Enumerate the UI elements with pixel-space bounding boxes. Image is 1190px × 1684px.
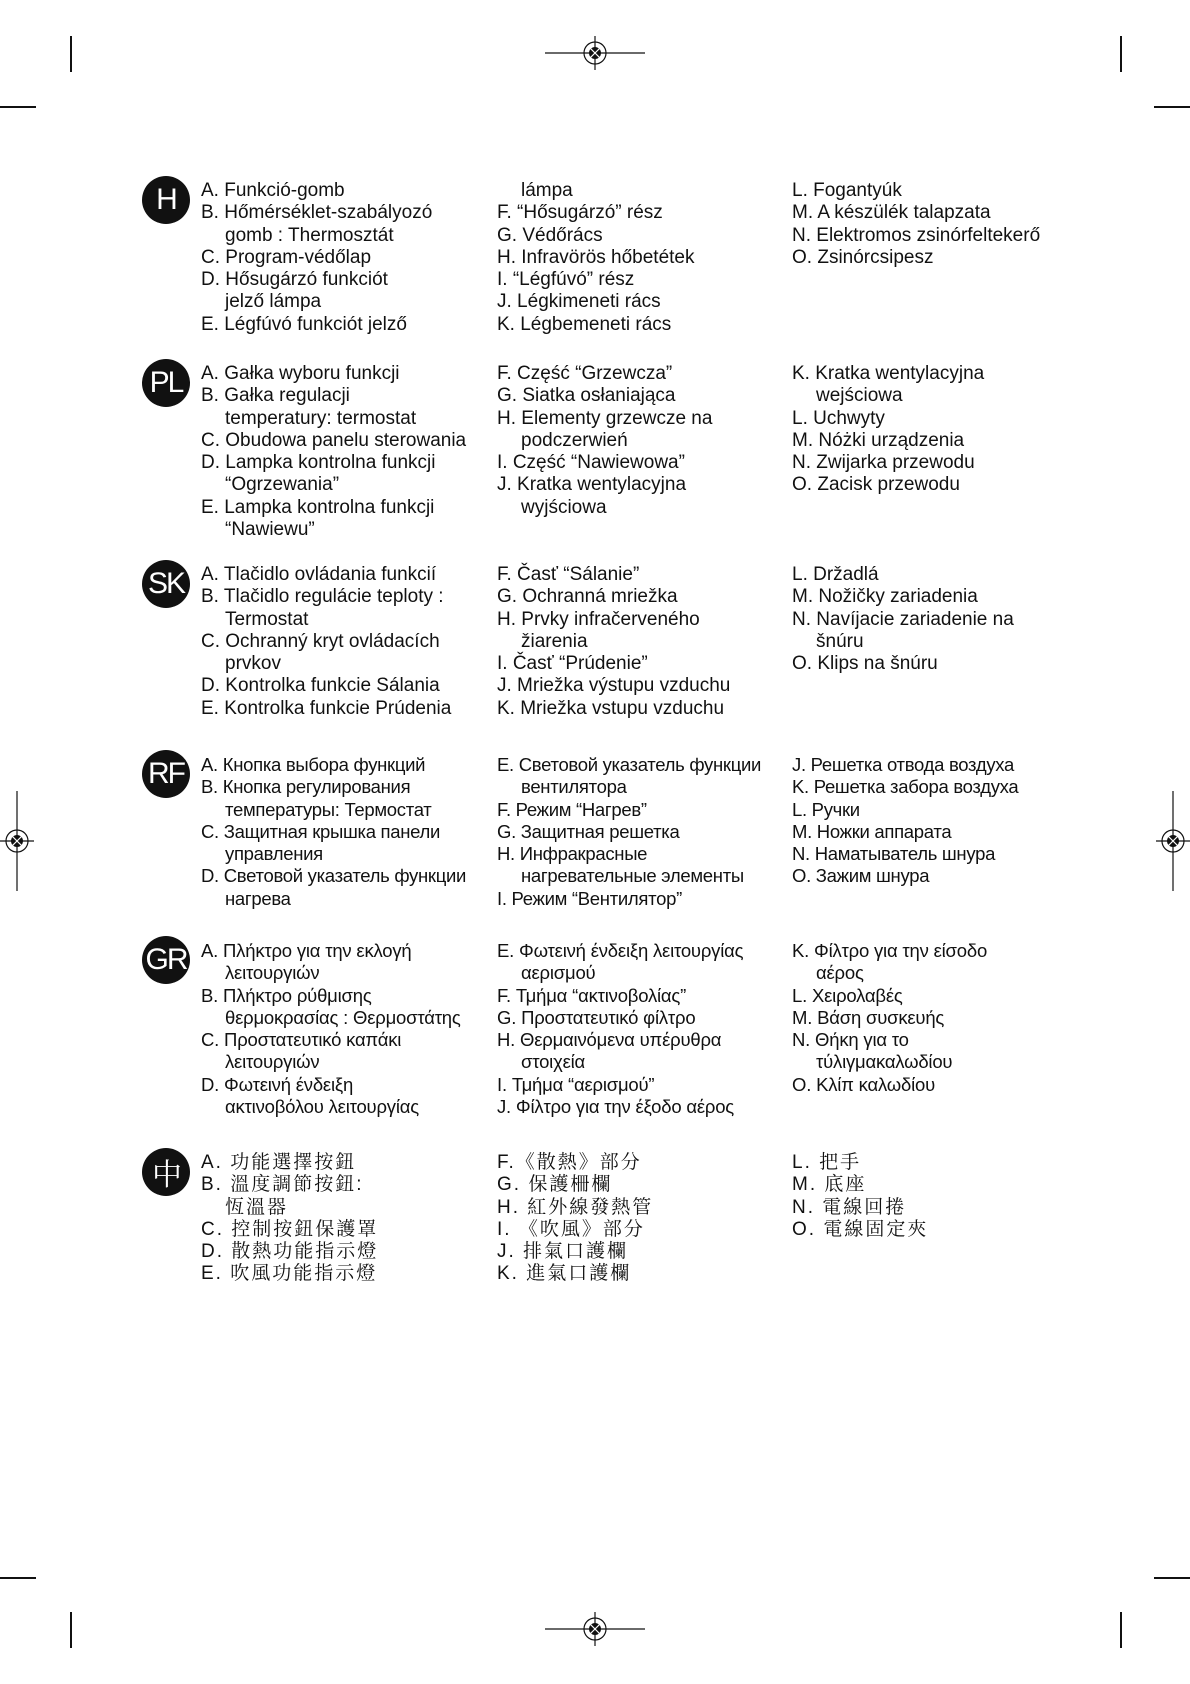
part-label: G. Siatka osłaniająca [497, 385, 676, 407]
part-label: H. Инфракрасные [497, 843, 648, 865]
part-item [792, 363, 1092, 408]
part-label: L. Držadlá [792, 564, 879, 585]
part-item [792, 776, 1092, 798]
part-item [792, 586, 1092, 608]
parts-column-3 [792, 564, 1092, 675]
part-item [792, 1074, 1092, 1096]
part-label: D. Lampka kontrolna funkcji [201, 452, 436, 474]
part-label: J. 排氣口護欄 [497, 1241, 629, 1263]
part-label: H. Θερμαινόμενα υπέρυθρα [497, 1029, 722, 1051]
part-label: K. Kratka wentylacyjna [792, 363, 985, 384]
part-item [792, 247, 1092, 269]
part-item [497, 314, 782, 336]
part-item [201, 985, 481, 1030]
part-item [201, 698, 481, 720]
part-item [201, 452, 481, 497]
parts-column-3 [792, 754, 1092, 888]
part-label: K. Légbemeneti rács [497, 313, 672, 335]
part-label: J. Φίλτρο για την έξοδο αέρος [497, 1096, 735, 1118]
part-label-continuation: wyjściowa [521, 496, 607, 518]
part-item [497, 1241, 782, 1263]
part-item [792, 225, 1092, 247]
parts-column-2 [497, 940, 782, 1118]
part-item [497, 888, 782, 910]
part-item [497, 452, 782, 474]
part-item [497, 291, 782, 313]
part-label: D. Φωτεινή ένδειξη [201, 1073, 354, 1095]
part-item [792, 1152, 1092, 1174]
parts-column-1 [201, 180, 481, 336]
crop-mark [1154, 1577, 1190, 1579]
part-label: E. Légfúvó funkciót jelző [201, 313, 407, 335]
part-item [201, 1074, 481, 1119]
part-item [792, 452, 1092, 474]
parts-column-2 [497, 180, 782, 336]
part-item [792, 1219, 1092, 1241]
part-item [792, 564, 1092, 586]
language-badge: 中 [142, 1148, 190, 1196]
part-label: A. 功能選擇按鈕 [201, 1152, 357, 1173]
part-label-continuation: wejściowa [816, 385, 903, 407]
part-label-continuation: управления [225, 843, 323, 865]
part-item [792, 408, 1092, 430]
part-label: I. Część “Nawiewowa” [497, 452, 685, 474]
registration-mark-left [0, 791, 34, 891]
part-item [792, 1197, 1092, 1219]
part-item [497, 754, 782, 799]
part-label: C. Защитная крышка панели [201, 820, 441, 842]
part-label-continuation: λειτουργιών [225, 1051, 320, 1073]
parts-column-3 [792, 180, 1092, 269]
part-item [497, 653, 782, 675]
part-label: N. 電線回捲 [792, 1196, 907, 1218]
part-label: N. Наматыватель шнура [792, 843, 996, 865]
part-label: L. Fogantyúk [792, 180, 902, 201]
part-item [497, 1152, 782, 1174]
part-label-continuation: αερισμού [521, 962, 596, 984]
part-label-continuation: ακτινοβόλου λειτουργίας [225, 1096, 419, 1118]
part-label: O. Zsinórcsipesz [792, 246, 934, 268]
part-label: K. 進氣口護欄 [497, 1263, 632, 1285]
part-item [201, 1029, 481, 1074]
part-label-continuation: prvkov [225, 653, 281, 675]
part-label-continuation: 恆溫器 [225, 1196, 289, 1218]
part-label: L. Ручки [792, 798, 860, 820]
crop-mark [70, 36, 72, 72]
part-item [201, 1263, 481, 1285]
part-label: N. Elektromos zsinórfeltekerő [792, 224, 1041, 246]
part-label: F. Część “Grzewcza” [497, 363, 673, 384]
part-item [497, 1263, 782, 1285]
part-label-continuation: λειτουργιών [225, 962, 320, 984]
part-label-continuation: jelző lámpa [225, 291, 322, 313]
language-badge: H [142, 176, 190, 224]
part-label: J. Решетка отвода воздуха [792, 754, 1014, 775]
part-label-continuation: нагрева [225, 887, 291, 909]
part-label: K. Решетка забора воздуха [792, 776, 1019, 798]
part-item [792, 202, 1092, 224]
part-label-continuation: τύλιγμακαλωδίου [816, 1051, 953, 1073]
part-label-continuation: “Ogrzewania” [225, 474, 340, 496]
part-label: M. Nožičky zariadenia [792, 586, 978, 608]
part-label: A. Tlačidlo ovládania funkcií [201, 564, 437, 585]
part-label: I. Τμήμα “αερισμού” [497, 1073, 655, 1095]
part-label: I. Časť “Prúdenie” [497, 653, 648, 675]
part-item [792, 430, 1092, 452]
part-label-continuation: температуры: Термостат [225, 798, 432, 820]
part-label: J. Légkimeneti rács [497, 291, 661, 313]
part-label: O. 電線固定夾 [792, 1218, 929, 1240]
parts-column-2 [497, 363, 782, 519]
part-label: M. A készülék talapzata [792, 202, 991, 224]
part-label: F. Časť “Sálanie” [497, 564, 640, 585]
parts-column-2 [497, 564, 782, 720]
crop-mark [1120, 36, 1122, 72]
part-label-continuation: podczerwień [521, 429, 628, 451]
part-label: A. Gałka wyboru funkcji [201, 363, 400, 384]
part-item [497, 180, 782, 202]
part-label: H. 紅外線發熱管 [497, 1196, 654, 1218]
part-item [497, 385, 782, 407]
parts-column-1 [201, 1152, 481, 1286]
part-item [497, 1074, 782, 1096]
part-item [792, 653, 1092, 675]
part-label: J. Kratka wentylacyjna [497, 474, 687, 496]
part-label: I. 《吹風》部分 [497, 1218, 645, 1240]
part-label: E. Φωτεινή ένδειξη λειτουργίας [497, 940, 744, 961]
parts-column-2 [497, 754, 782, 910]
part-item [201, 202, 481, 247]
part-item [792, 180, 1092, 202]
part-label: G. Защитная решетка [497, 820, 680, 842]
part-item [201, 1152, 481, 1174]
part-label: O. Klips na šnúru [792, 653, 938, 675]
part-item [497, 269, 782, 291]
part-item [792, 474, 1092, 496]
part-label: B. Tlačidlo regulácie teploty : [201, 586, 444, 608]
part-label: N. Zwijarka przewodu [792, 452, 975, 474]
part-item [201, 564, 481, 586]
part-label: L. Uchwyty [792, 407, 885, 429]
part-label: G. 保護柵欄 [497, 1174, 613, 1196]
part-item [201, 675, 481, 697]
part-item [497, 940, 782, 985]
part-item [201, 385, 481, 430]
part-item [497, 1197, 782, 1219]
parts-column-3 [792, 1152, 1092, 1241]
part-item [497, 821, 782, 843]
part-item [201, 776, 481, 821]
part-item [201, 314, 481, 336]
part-label: A. Кнопка выбора функций [201, 754, 426, 775]
parts-column-1 [201, 363, 481, 541]
part-label-continuation: gomb : Thermosztát [225, 224, 394, 246]
part-label: O. Зажим шнура [792, 865, 930, 887]
part-label: B. 溫度調節按鈕: [201, 1174, 364, 1196]
part-item [792, 940, 1092, 985]
part-item [201, 1219, 481, 1241]
registration-mark-bottom [545, 1612, 645, 1646]
part-item [497, 586, 782, 608]
part-label-continuation: вентилятора [521, 776, 627, 798]
part-item [201, 363, 481, 385]
part-item [497, 247, 782, 269]
part-label: N. Θήκη για το [792, 1029, 909, 1051]
part-label: D. Hősugárzó funkciót [201, 269, 388, 291]
part-label: G. Ochranná mriežka [497, 586, 678, 608]
part-item [792, 609, 1092, 654]
part-label: C. 控制按鈕保護罩 [201, 1218, 379, 1240]
part-label: C. Obudowa panelu sterowania [201, 429, 467, 451]
part-label: K. Φίλτρο για την είσοδο [792, 940, 988, 961]
part-label: B. Gałka regulacji [201, 385, 350, 407]
part-label-continuation: нагревательные элементы [521, 865, 744, 887]
parts-column-3 [792, 940, 1092, 1096]
part-label: F. “Hősugárzó” rész [497, 202, 663, 224]
part-label: F. Τμήμα “ακτινοβολίας” [497, 984, 687, 1006]
part-label: O. Zacisk przewodu [792, 474, 960, 496]
part-item [497, 564, 782, 586]
part-label: C. Ochranný kryt ovládacích [201, 630, 440, 652]
part-item [497, 843, 782, 888]
part-label: D. 散熱功能指示燈 [201, 1241, 379, 1263]
part-item [792, 754, 1092, 776]
part-item [201, 1241, 481, 1263]
part-label: G. Védőrács [497, 224, 603, 246]
registration-mark-right [1156, 791, 1190, 891]
part-item [201, 269, 481, 314]
part-label-continuation: στοιχεία [521, 1051, 586, 1073]
part-item [201, 940, 481, 985]
part-label: F. Режим “Нагрев” [497, 798, 647, 820]
part-item [497, 985, 782, 1007]
part-item [201, 821, 481, 866]
crop-mark [1120, 1612, 1122, 1648]
part-label: J. Mriežka výstupu vzduchu [497, 675, 731, 697]
part-label-continuation: θερμοκρασίας : Θερμοστάτης [225, 1006, 461, 1028]
part-label: D. Световой указатель функции [201, 865, 467, 887]
part-item [497, 698, 782, 720]
part-item [201, 631, 481, 676]
parts-column-1 [201, 564, 481, 720]
part-item [792, 843, 1092, 865]
part-label: N. Navíjacie zariadenie na [792, 608, 1014, 630]
part-item [497, 408, 782, 453]
part-item [201, 865, 481, 910]
part-item [497, 1174, 782, 1196]
part-label-continuation: Termostat [225, 608, 309, 630]
part-label: F.《散熱》部分 [497, 1152, 642, 1173]
part-label: H. Elementy grzewcze na [497, 407, 713, 429]
part-label: M. Nóżki urządzenia [792, 429, 965, 451]
part-item [201, 1174, 481, 1219]
part-label: B. Πλήκτρο ρύθμισης [201, 984, 372, 1006]
parts-column-3 [792, 363, 1092, 497]
registration-mark-top [545, 36, 645, 70]
part-label: L. Χειρολαβές [792, 984, 903, 1006]
part-item [201, 586, 481, 631]
language-badge: PL [142, 359, 190, 407]
part-item [201, 247, 481, 269]
part-item [792, 985, 1092, 1007]
part-item [497, 1007, 782, 1029]
part-label: G. Προστατευτικό φίλτρο [497, 1006, 696, 1028]
part-item [792, 821, 1092, 843]
part-label: E. Kontrolka funkcie Prúdenia [201, 697, 452, 719]
parts-column-2 [497, 1152, 782, 1286]
part-label: K. Mriežka vstupu vzduchu [497, 697, 725, 719]
part-label-continuation: “Nawiewu” [225, 519, 315, 541]
part-label-continuation: lámpa [521, 180, 573, 201]
part-item [497, 225, 782, 247]
part-item [792, 865, 1092, 887]
part-item [497, 609, 782, 654]
crop-mark [70, 1612, 72, 1648]
part-label-continuation: αέρος [816, 962, 864, 984]
part-item [201, 180, 481, 202]
crop-mark [0, 106, 36, 108]
part-item [201, 430, 481, 452]
crop-mark [0, 1577, 36, 1579]
part-label: B. Кнопка регулирования [201, 776, 411, 798]
part-label: E. Световой указатель функции [497, 754, 762, 775]
part-item [497, 1029, 782, 1074]
parts-column-1 [201, 940, 481, 1118]
part-item [497, 799, 782, 821]
part-item [497, 675, 782, 697]
part-item [497, 363, 782, 385]
part-item [792, 1174, 1092, 1196]
part-label: A. Funkció-gomb [201, 180, 345, 201]
part-label: B. Hőmérséklet-szabályozó [201, 202, 433, 224]
part-label: O. Κλίπ καλωδίου [792, 1073, 936, 1095]
part-label-continuation: šnúru [816, 630, 864, 652]
part-label: C. Program-védőlap [201, 246, 372, 268]
part-item [792, 1029, 1092, 1074]
part-label: H. Prvky infračerveného [497, 608, 700, 630]
part-label: D. Kontrolka funkcie Sálania [201, 675, 440, 697]
part-label: M. Ножки аппарата [792, 820, 952, 842]
part-label-continuation: temperatury: termostat [225, 407, 417, 429]
part-item [792, 799, 1092, 821]
part-label: A. Πλήκτρο για την εκλογή [201, 940, 412, 961]
part-label: M. 底座 [792, 1174, 867, 1196]
part-item [497, 1096, 782, 1118]
language-badge: SK [142, 560, 190, 608]
part-item [201, 497, 481, 542]
crop-mark [1154, 106, 1190, 108]
part-label: I. Режим “Вентилятор” [497, 887, 682, 909]
part-item [497, 1219, 782, 1241]
part-label: L. 把手 [792, 1152, 862, 1173]
parts-column-1 [201, 754, 481, 910]
part-item [497, 202, 782, 224]
language-badge: RF [142, 750, 190, 798]
part-label: M. Βάση συσκευής [792, 1006, 945, 1028]
part-item [201, 754, 481, 776]
part-label: E. 吹風功能指示燈 [201, 1263, 378, 1285]
part-label: I. “Légfúvó” rész [497, 269, 635, 291]
part-label-continuation: žiarenia [521, 630, 588, 652]
part-label: E. Lampka kontrolna funkcji [201, 496, 435, 518]
part-label: C. Προστατευτικό καπάκι [201, 1029, 402, 1051]
part-label: H. Infravörös hőbetétek [497, 246, 695, 268]
language-badge: GR [142, 936, 190, 984]
part-item [792, 1007, 1092, 1029]
part-item [497, 474, 782, 519]
